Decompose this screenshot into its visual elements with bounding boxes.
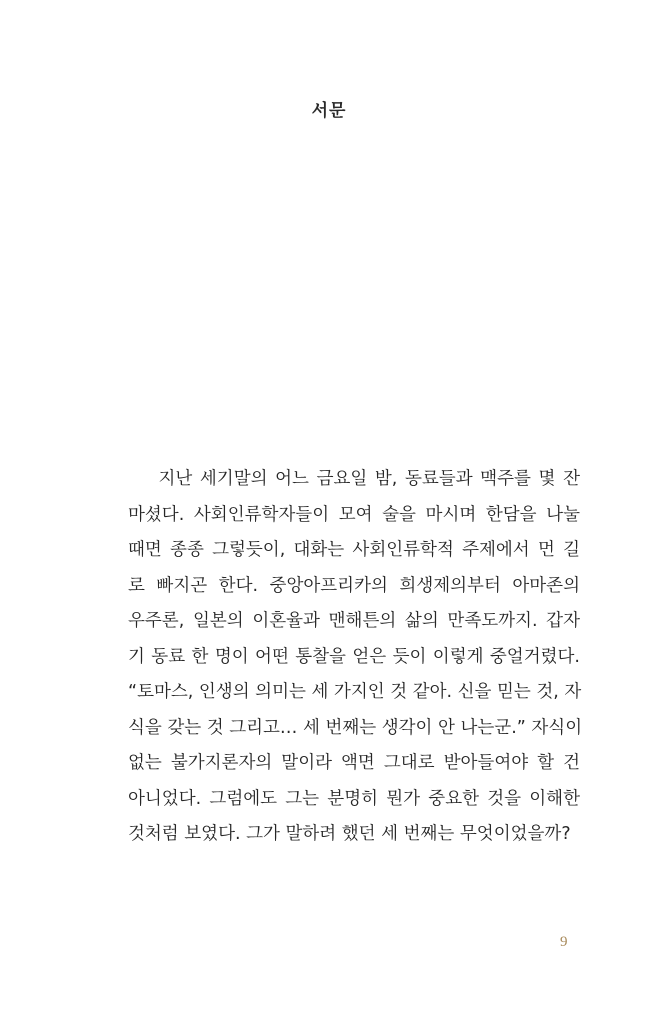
text-line: 지난 세기말의 어느 금요일 밤, 동료들과 맥주를 몇 잔 (128, 469, 580, 489)
text-line: 기 동료 한 명이 어떤 통찰을 얻은 듯이 이렇게 중얼거렸다. (128, 646, 580, 667)
text-line: 것처럼 보였다. 그가 말하려 했던 세 번째는 무엇이었을까? (128, 824, 571, 844)
body-paragraph (128, 462, 583, 853)
page-number: 9 (560, 934, 568, 950)
text-line: 식을 갖는 것 그리고… 세 번째는 생각이 안 나는군.” 자식이 (128, 717, 583, 738)
text-line: 없는 불가지론자의 말이라 액면 그대로 받아들여야 할 건 (128, 753, 580, 773)
text-line: “토마스, 인생의 의미는 세 가지인 것 같아. 신을 믿는 것, 자 (128, 682, 582, 702)
text-line: 로 빠지곤 한다. 중앙아프리카의 희생제의부터 아마존의 (128, 575, 580, 596)
text-line: 우주론, 일본의 이혼율과 맨해튼의 삶의 만족도까지. 갑자 (128, 611, 580, 631)
text-line: 때면 종종 그렇듯이, 대화는 사회인류학적 주제에서 먼 길 (128, 540, 580, 560)
text-line: 아니었다. 그럼에도 그는 분명히 뭔가 중요한 것을 이해한 (128, 788, 580, 809)
text-line: 마셨다. 사회인류학자들이 모여 술을 마시며 한담을 나눌 (128, 504, 580, 525)
chapter-title: 서문 (311, 101, 347, 121)
